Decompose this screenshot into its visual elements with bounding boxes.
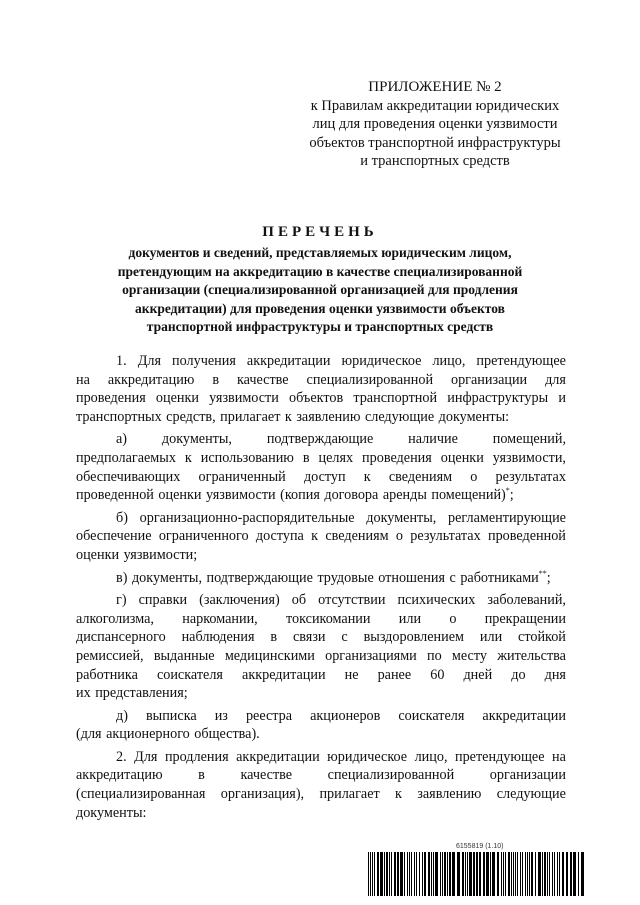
word: выписка bbox=[145, 707, 197, 724]
barcode-bar bbox=[400, 852, 403, 896]
paragraph-line bbox=[76, 725, 566, 744]
word: акционеров bbox=[310, 707, 381, 724]
word: организациями bbox=[325, 647, 417, 664]
word: обеспечение bbox=[76, 528, 152, 545]
word: наблюдения bbox=[181, 629, 255, 646]
word: справки bbox=[138, 592, 188, 609]
word: диспансерного bbox=[76, 629, 166, 646]
paragraph-line bbox=[76, 389, 566, 408]
footnote-mark: * bbox=[505, 486, 510, 496]
barcode-bar bbox=[486, 852, 489, 896]
word: специализированной bbox=[306, 371, 434, 388]
word: не bbox=[344, 666, 359, 683]
word: алкоголизма, bbox=[76, 610, 154, 627]
paragraph-line bbox=[76, 449, 566, 468]
word: Для bbox=[137, 353, 161, 369]
barcode-image bbox=[368, 852, 584, 896]
word: заявлению bbox=[417, 786, 482, 803]
word: ограниченного bbox=[158, 528, 249, 545]
word: претендующее bbox=[455, 748, 545, 765]
barcode-bar bbox=[449, 852, 451, 896]
word: соискателя bbox=[398, 707, 465, 724]
word: документы, bbox=[131, 569, 202, 586]
word: в bbox=[270, 629, 278, 646]
paragraph-line bbox=[76, 647, 566, 666]
document-heading: ПЕРЕЧЕНЬ bbox=[262, 224, 378, 240]
barcode-bar bbox=[522, 852, 523, 896]
word: ранее bbox=[377, 666, 412, 683]
barcode-bar bbox=[517, 852, 518, 896]
word: доступа bbox=[255, 528, 304, 545]
paragraph-line bbox=[76, 468, 566, 487]
word: отношения bbox=[378, 569, 445, 586]
barcode-bar bbox=[416, 852, 417, 896]
word: проведенной bbox=[488, 528, 566, 545]
word: отсутствии bbox=[318, 592, 386, 609]
word: жительства bbox=[497, 647, 566, 664]
barcode-bar bbox=[483, 852, 485, 896]
word: общества). bbox=[194, 726, 260, 743]
paragraph-line bbox=[76, 610, 566, 629]
word: медицинскими bbox=[224, 647, 315, 664]
barcode-bar bbox=[377, 852, 379, 896]
word: качестве bbox=[240, 767, 293, 784]
barcode-bar bbox=[414, 852, 415, 896]
barcode-bar bbox=[433, 852, 434, 896]
barcode-label: 6155819 (1.10) bbox=[456, 843, 504, 850]
word: уязвимости bbox=[205, 487, 276, 504]
word: аккредитации bbox=[236, 748, 320, 765]
word: целях bbox=[318, 449, 354, 466]
word: уязвимости; bbox=[123, 546, 198, 563]
document-body bbox=[76, 352, 566, 826]
word: аренды bbox=[382, 487, 427, 504]
barcode-bar bbox=[578, 852, 579, 896]
word: из bbox=[214, 707, 228, 724]
word: о bbox=[470, 468, 478, 485]
body-paragraph bbox=[76, 591, 566, 703]
word: работника bbox=[76, 666, 138, 683]
barcode-bar bbox=[440, 852, 441, 896]
word: для bbox=[545, 371, 566, 388]
barcode-bar bbox=[544, 852, 546, 896]
barcode-bar bbox=[447, 852, 448, 896]
word: с bbox=[341, 629, 348, 646]
barcode-bar bbox=[411, 852, 412, 896]
body-paragraph bbox=[76, 352, 566, 426]
word: или bbox=[398, 610, 422, 627]
word: оценки bbox=[155, 390, 199, 407]
word: связи bbox=[292, 629, 326, 646]
barcode-bar bbox=[559, 852, 560, 896]
word: на bbox=[552, 748, 566, 765]
word: аккредитации bbox=[246, 353, 331, 369]
word: их bbox=[76, 685, 91, 702]
word: документы: bbox=[76, 804, 147, 821]
barcode-bar bbox=[570, 852, 572, 896]
word: проведения bbox=[362, 449, 432, 466]
barcode-bar bbox=[479, 852, 481, 896]
barcode-bar bbox=[435, 852, 438, 896]
paragraph-line bbox=[76, 684, 566, 703]
word: аккредитацию bbox=[76, 767, 163, 784]
word: предполагаемых bbox=[76, 449, 176, 466]
word: выздоровлением bbox=[363, 629, 465, 646]
word: объектов bbox=[289, 390, 344, 407]
barcode-bar bbox=[557, 852, 558, 896]
word: проведенной bbox=[76, 487, 154, 504]
word: качестве bbox=[236, 371, 289, 388]
word: стойкой bbox=[518, 629, 566, 646]
barcode-bar bbox=[525, 852, 526, 896]
word: получения bbox=[172, 353, 236, 369]
barcode-bar bbox=[535, 852, 536, 896]
word: документы, bbox=[366, 509, 437, 526]
body-paragraph bbox=[76, 707, 566, 744]
barcode-bar bbox=[431, 852, 432, 896]
barcode-bar bbox=[549, 852, 550, 896]
appendix-line: и транспортных средств bbox=[360, 153, 510, 169]
barcode-bar bbox=[473, 852, 475, 896]
word: регламентирующие bbox=[448, 509, 566, 526]
paragraph-line bbox=[76, 509, 566, 528]
appendix-line: лиц для проведения оценки уязвимости bbox=[312, 116, 558, 132]
subheading-line: транспортной инфраструктуры и транспортных средств bbox=[146, 319, 494, 334]
word: в bbox=[302, 449, 310, 466]
word: ремиссией, bbox=[76, 647, 144, 664]
word: лицо, bbox=[414, 748, 448, 765]
word: использованию bbox=[200, 449, 294, 466]
word: претендующее bbox=[476, 353, 566, 369]
word: в bbox=[212, 371, 220, 388]
word: 1. bbox=[116, 353, 127, 369]
word: сведениям bbox=[388, 468, 453, 485]
word: организация), bbox=[220, 786, 305, 803]
word: прилагает bbox=[319, 786, 380, 803]
word: а) bbox=[116, 431, 128, 448]
word: уязвимости, bbox=[492, 449, 566, 466]
paragraph-line bbox=[76, 628, 566, 647]
barcode-bar bbox=[384, 852, 385, 896]
body-paragraph bbox=[76, 569, 566, 588]
barcode-bar bbox=[409, 852, 410, 896]
barcode-bar bbox=[372, 852, 373, 896]
word: лицо, bbox=[432, 353, 466, 369]
paragraph-line bbox=[76, 748, 566, 767]
word: документы, bbox=[161, 431, 232, 448]
word: наличие bbox=[408, 431, 458, 448]
barcode-bar bbox=[465, 852, 466, 896]
word: в bbox=[198, 767, 205, 784]
barcode-bar bbox=[520, 852, 521, 896]
barcode-bar bbox=[389, 852, 390, 896]
word: организационно-распорядительные bbox=[139, 509, 355, 526]
word: транспортной bbox=[353, 390, 438, 407]
barcode-bar bbox=[422, 852, 423, 896]
barcode-bar bbox=[476, 852, 478, 896]
word: о bbox=[395, 528, 403, 545]
barcode-bar bbox=[424, 852, 426, 896]
paragraph-line bbox=[76, 527, 566, 546]
word: аккредитации bbox=[242, 666, 326, 683]
word: результатах bbox=[410, 528, 481, 545]
word: к bbox=[184, 449, 192, 466]
barcode-bar bbox=[513, 852, 514, 896]
barcode-bar bbox=[394, 852, 396, 896]
barcode-bar bbox=[552, 852, 553, 896]
word: оценки bbox=[440, 449, 484, 466]
word: месту bbox=[451, 647, 487, 664]
paragraph-line bbox=[76, 766, 566, 785]
word: Для bbox=[134, 748, 158, 765]
paragraph-line bbox=[76, 546, 566, 565]
word: средств, bbox=[166, 408, 216, 425]
word: оценки bbox=[158, 487, 202, 504]
word: прилагает bbox=[220, 408, 281, 425]
subheading-line: документов и сведений, представляемых юридическим лицом, bbox=[128, 245, 512, 260]
word: доступ bbox=[303, 468, 346, 485]
word: прекращении bbox=[484, 610, 566, 627]
barcode-bar bbox=[529, 852, 530, 896]
body-paragraph bbox=[76, 430, 566, 504]
word: помещений)*; bbox=[431, 486, 514, 504]
word: результатах bbox=[495, 468, 566, 485]
barcode-bar bbox=[554, 852, 555, 896]
body-paragraph bbox=[76, 748, 566, 822]
word: выданные bbox=[153, 647, 215, 664]
word: 60 bbox=[430, 666, 445, 683]
word: об bbox=[291, 592, 307, 609]
barcode-bar bbox=[505, 852, 506, 896]
appendix-title: ПРИЛОЖЕНИЕ № 2 bbox=[368, 79, 502, 95]
word: оценки bbox=[76, 546, 120, 563]
barcode-bar bbox=[467, 852, 468, 896]
barcode-bar bbox=[538, 852, 541, 896]
word: в) bbox=[116, 569, 128, 586]
barcode-bar bbox=[380, 852, 383, 896]
word: 2. bbox=[116, 748, 127, 765]
word: к bbox=[284, 408, 292, 425]
body-paragraph bbox=[76, 509, 566, 565]
barcode-bar bbox=[527, 852, 528, 896]
word: акционерного bbox=[106, 726, 190, 743]
paragraph-line bbox=[76, 352, 566, 371]
paragraph-line bbox=[76, 591, 566, 610]
barcode-bar bbox=[531, 852, 533, 896]
barcode-bar bbox=[442, 852, 443, 896]
footnote-mark: ** bbox=[538, 568, 547, 578]
word: подтверждающие bbox=[206, 569, 313, 586]
word: г) bbox=[116, 592, 127, 609]
word: работниками**; bbox=[460, 568, 551, 586]
word: (заключения) bbox=[199, 592, 280, 609]
word: заявлению bbox=[296, 408, 361, 425]
word: к bbox=[311, 528, 319, 545]
barcode-bar bbox=[515, 852, 516, 896]
barcode-bar bbox=[492, 852, 495, 896]
word: проведения bbox=[76, 390, 146, 407]
barcode-bar bbox=[542, 852, 543, 896]
word: подтверждающие bbox=[266, 431, 374, 448]
word: или bbox=[479, 629, 503, 646]
word: наркомании, bbox=[182, 610, 258, 627]
word: б) bbox=[116, 509, 128, 526]
word: (специализированная bbox=[76, 786, 206, 803]
word: до bbox=[511, 666, 526, 683]
subheading-line: организации (специализированной организацией для продления bbox=[122, 282, 518, 297]
word: специализированной bbox=[327, 767, 455, 784]
barcode-bar bbox=[566, 852, 568, 896]
barcode-bar bbox=[462, 852, 464, 896]
word: аккредитацию bbox=[107, 371, 195, 388]
word: следующие bbox=[496, 786, 566, 803]
appendix-header bbox=[285, 78, 585, 171]
barcode-bar bbox=[374, 852, 375, 896]
appendix-line: объектов транспортной инфраструктуры bbox=[309, 134, 561, 151]
word: психических bbox=[397, 592, 476, 609]
paragraph-line bbox=[76, 569, 566, 588]
word: токсикомании bbox=[286, 610, 371, 627]
word: реестра bbox=[245, 707, 293, 724]
word: дней bbox=[463, 666, 493, 683]
document-subheading bbox=[95, 244, 545, 337]
word: уязвимости bbox=[209, 390, 279, 407]
word: документы: bbox=[438, 408, 510, 425]
barcode-bar bbox=[508, 852, 510, 896]
paragraph-line bbox=[76, 785, 566, 804]
word: по bbox=[427, 647, 442, 664]
word: организации bbox=[489, 767, 566, 784]
barcode-bar bbox=[404, 852, 405, 896]
barcode-bar bbox=[391, 852, 392, 896]
word: соискателя bbox=[156, 666, 223, 683]
word: договора bbox=[324, 487, 379, 504]
barcode-bar bbox=[452, 852, 455, 896]
barcode-bar bbox=[573, 852, 576, 896]
word: с bbox=[449, 569, 456, 586]
word: транспортных bbox=[76, 408, 162, 425]
word: на bbox=[76, 371, 90, 388]
word: к bbox=[363, 468, 371, 485]
word: трудовые bbox=[317, 569, 374, 586]
barcode-bar bbox=[444, 852, 446, 896]
barcode-bar bbox=[457, 852, 460, 896]
barcode-bar bbox=[562, 852, 564, 896]
barcode-bar bbox=[386, 852, 388, 896]
paragraph-line bbox=[76, 804, 566, 823]
word: дня bbox=[544, 666, 566, 683]
barcode-bar bbox=[547, 852, 548, 896]
word: (для bbox=[76, 726, 102, 743]
barcode-bar bbox=[497, 852, 499, 896]
paragraph-line bbox=[76, 408, 566, 427]
barcode-bar bbox=[511, 852, 512, 896]
appendix-line: к Правилам аккредитации юридических bbox=[310, 97, 560, 114]
word: продления bbox=[164, 748, 229, 765]
word: ограниченный bbox=[198, 468, 286, 485]
word: к bbox=[395, 786, 402, 803]
barcode-bar bbox=[469, 852, 472, 896]
word: юридическое bbox=[327, 748, 408, 765]
barcode-bar bbox=[419, 852, 420, 896]
word: о bbox=[449, 610, 457, 627]
paragraph-line bbox=[76, 666, 566, 685]
barcode-block bbox=[368, 843, 584, 899]
word: аккредитации bbox=[482, 707, 566, 724]
paragraph-line bbox=[76, 371, 566, 390]
barcode-bar bbox=[490, 852, 491, 896]
word: заболеваний, bbox=[487, 592, 566, 609]
word: (копия bbox=[280, 487, 320, 504]
barcode-bar bbox=[503, 852, 504, 896]
word: представления; bbox=[95, 685, 188, 702]
word: юридическое bbox=[341, 353, 422, 369]
subheading-line: претендующим на аккредитацию в качестве специализированной bbox=[117, 263, 523, 279]
word: следующие bbox=[364, 408, 435, 425]
word: и bbox=[558, 390, 566, 407]
barcode-bar bbox=[428, 852, 430, 896]
word: помещений, bbox=[492, 431, 566, 448]
word: организации bbox=[450, 371, 528, 388]
word: сведениям bbox=[325, 528, 389, 545]
word: инфраструктуры bbox=[447, 390, 549, 407]
barcode-bar bbox=[581, 852, 584, 896]
paragraph-line bbox=[76, 486, 566, 505]
paragraph-line bbox=[76, 430, 566, 449]
barcode-bar bbox=[368, 852, 369, 896]
word: д) bbox=[116, 707, 128, 724]
subheading-line: аккредитации) для проведения оценки уязвимости объектов bbox=[135, 300, 505, 316]
word: обеспечивающих bbox=[76, 468, 181, 485]
barcode-bar bbox=[407, 852, 408, 896]
barcode-bar bbox=[370, 852, 371, 896]
paragraph-line bbox=[76, 707, 566, 726]
barcode-bar bbox=[397, 852, 399, 896]
barcode-bar bbox=[501, 852, 502, 896]
